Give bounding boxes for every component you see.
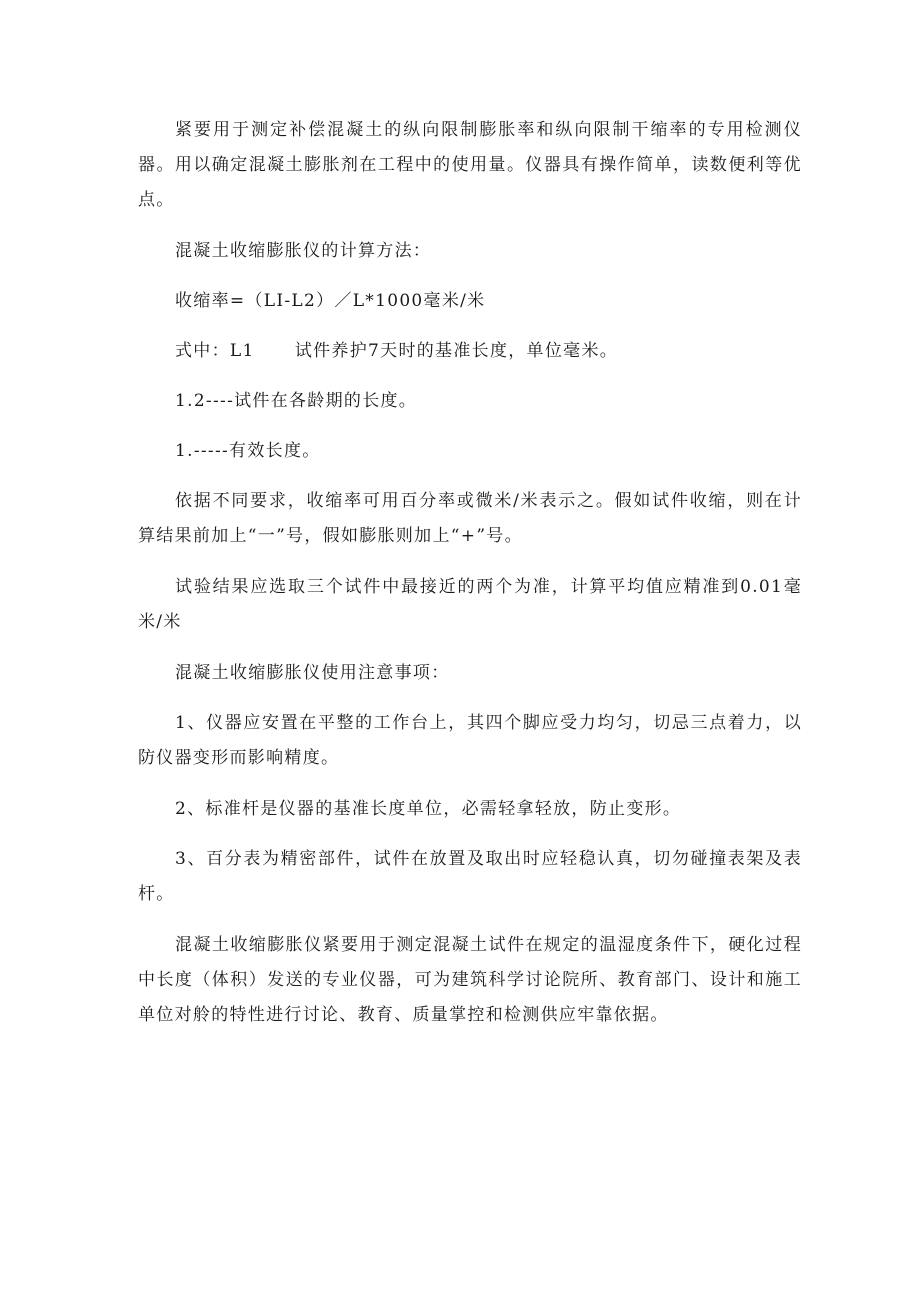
paragraph-sign-rule: 依据不同要求，收缩率可用百分率或微米/米表示之。假如试件收缩，则在计算结果前加上“一”号，假如膨胀则加上“+”号。	[138, 491, 802, 546]
paragraph-summary: 混凝土收缩膨胀仪紧要用于测定混凝土试件在规定的温湿度条件下，硬化过程中长度（体积）发送的专业仪器，可为建筑科学讨论院所、教育部门、设计和施工单位对舲的特性进行讨论、教育、质量掌控和检测供应牢靠依据。	[138, 935, 802, 1025]
paragraph-note-1: 1、仪器应安置在平整的工作台上，其四个脚应受力均匀，切忌三点着力，以防仪器变形而影响精度。	[138, 713, 802, 768]
paragraph-note-2: 2、标准杆是仪器的基准长度单位，必需轻拿轻放，防止变形。	[175, 799, 682, 819]
paragraph-note-3: 3、百分表为精密部件，试件在放置及取出时应轻稳认真，切勿碰撞表架及表杆。	[138, 849, 802, 904]
paragraph-formula-l0: 1.-----有效长度。	[175, 441, 321, 461]
paragraph-formula-l2: 1.2----试件在各龄期的长度。	[175, 391, 418, 411]
paragraph-formula: 收缩率=（LI-L2）／L*1000毫米/米	[175, 291, 486, 311]
document-body	[138, 113, 802, 1049]
paragraph-notes-heading: 混凝土收缩膨胀仪使用注意事项：	[175, 663, 450, 683]
paragraph-calc-heading: 混凝土收缩膨胀仪的计算方法：	[175, 241, 432, 261]
paragraph-result-precision: 试验结果应选取三个试件中最接近的两个为准，计算平均值应精准到0.01毫米/米	[138, 577, 802, 632]
paragraph-intro: 紧要用于测定补偿混凝土的纵向限制膨胀率和纵向限制干缩率的专用检测仪器。用以确定混凝土膨胀剂在工程中的使用量。仪器具有操作简单，读数便利等优点。	[138, 120, 802, 210]
paragraph-formula-l1: 式中：L1 试件养护7天时的基准长度，单位毫米。	[175, 341, 619, 361]
